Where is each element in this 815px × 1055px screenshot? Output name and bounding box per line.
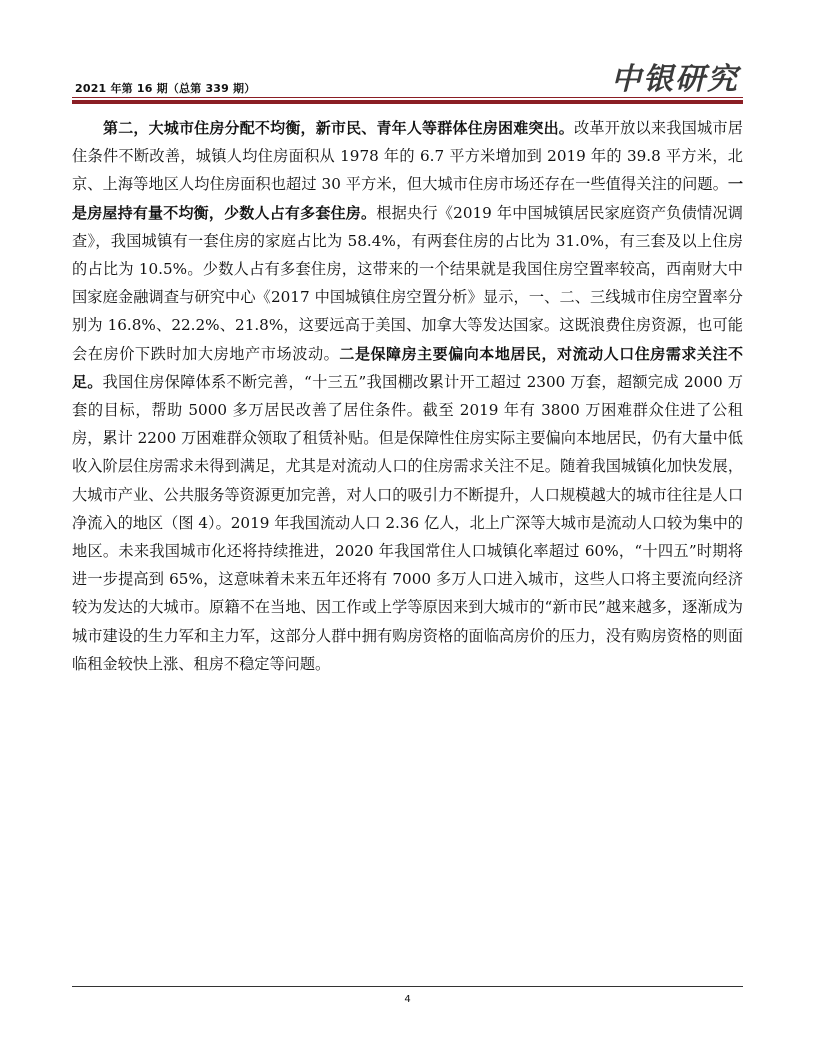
issue-label: 2021 年第 16 期（总第 339 期）: [75, 82, 256, 95]
page-header: [72, 52, 743, 102]
header-rule-thin: [72, 97, 743, 98]
header-rule-thick: [72, 100, 743, 104]
paragraph-text: 改革开放以来我国城市居住条件不断改善，城镇人均住房面积从 1978 年的 6.7 平方米增加到 2019 年的 39.8 平方米，北京、上海等地区人均住房面积也超过 30 平方米，但大城市住房市场还存在一些值得关注的问题。: [72, 119, 743, 194]
paragraph-text: 根据央行《2019 年中国城镇居民家庭资产负债情况调查》，我国城镇有一套住房的家庭占比为 58.4%，有两套住房的占比为 31.0%，有三套及以上住房的占比为 10.5%。少数人占有多套住房，这带来的一个结果就是我国住房空置率较高，西南财大中国家庭金融调查与研究中心《2017 中国城镇住房空置分析》显示，一、二、三线城市住房空置率分别为 16.8%、22.2%、21.8%，这要远高于美国、加拿大等发达国家。这既浪费住房资源，也可能会在房价下跌时加大房地产市场波动。: [72, 203, 743, 363]
point-two-heading: 二是保障房主要偏向本地居民，对流动人口住房需求关注不足。: [72, 344, 743, 391]
main-paragraph: [72, 114, 743, 678]
paragraph-text: 我国住房保障体系不断完善，“十三五”我国棚改累计开工超过 2300 万套，超额完成 2000 万套的目标，帮助 5000 多万居民改善了居住条件。截至 2019 年有 3800 万困难群众住进了公租房，累计 2200 万困难群众领取了租赁补贴。但是保障性住房实际主要偏向本地居民，仍有大量中低收入阶层住房需求未得到满足，尤其是对流动人口的住房需求关注不足。随着我国城镇化加快发展，大城市产业、公共服务等资源更加完善，对人口的吸引力不断提升，人口规模越大的城市往往是人口净流入的地区（图 4）。2019 年我国流动人口 2.36 亿人，北上广深等大城市是流动人口较为集中的地区。未来我国城市化还将持续推进，2020 年我国常住人口城镇化率超过 60%，“十四五”时期将进一步提高到 65%，这意味着未来五年还将有 7000 多万人口进入城市，这些人口将主要流向经济较为发达的大城市。原籍不在当地、因工作或上学等原因来到大城市的“新市民”越来越多，逐渐成为城市建设的生力军和主力军，这部分人群中拥有购房资格的面临高房价的压力，没有购房资格的则面临租金较快上涨、租房不稳定等问题。: [72, 372, 743, 673]
section-heading: 第二，大城市住房分配不均衡，新市民、青年人等群体住房困难突出。: [103, 119, 574, 137]
point-one-heading: 一是房屋持有量不均衡，少数人占有多套住房。: [72, 175, 743, 222]
logo: 中银研究: [611, 62, 739, 97]
page-number: 4: [404, 994, 411, 1005]
footer-rule: [72, 986, 743, 987]
